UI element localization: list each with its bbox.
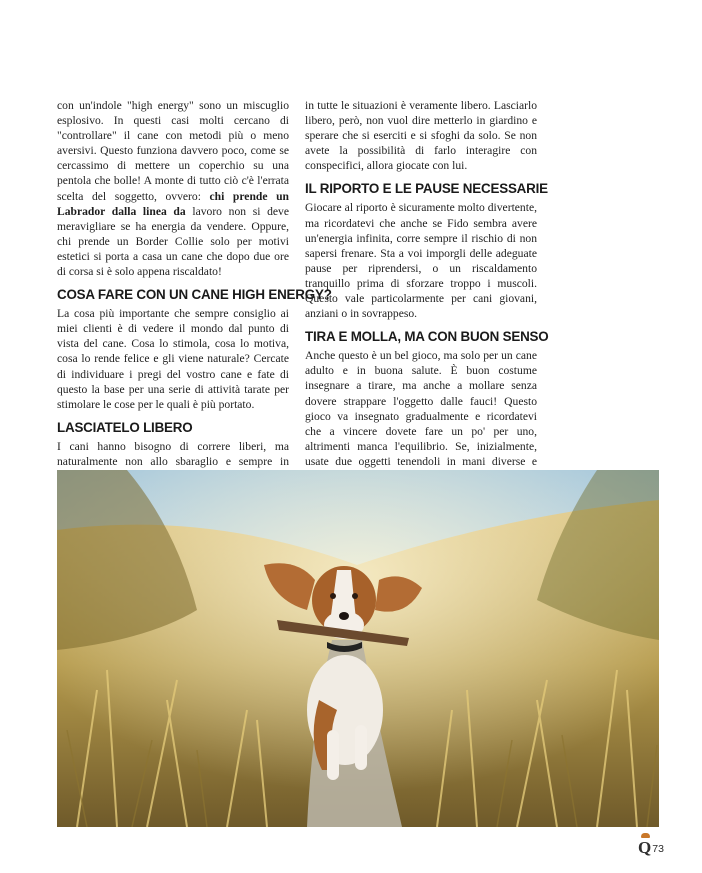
heading-high-energy: COSA FARE CON UN CANE HIGH ENERGY?: [57, 287, 332, 303]
section-riporto: Giocare al riporto è sicuramente molto divertente, ma ricordatevi che anche se Fido sembra avere un'energia infinita, corre sempre il rischio di non sapersi frenare. Sta a voi imporgli delle adeguate pause per riprendersi, o un riscaldamento tranquillo prima di sforzare troppo i muscoli. Questo vale particolarmente per cani giovani, anziani o in sovrappeso.: [305, 201, 537, 321]
page-footer: [638, 838, 664, 856]
left-column: [57, 98, 332, 514]
intro-bold-text: chi prende un Labrador dalla linea da: [57, 189, 289, 218]
beagle-leg-left: [327, 730, 339, 780]
beagle-eye-right: [352, 593, 358, 599]
beagle-illustration: [57, 470, 659, 827]
beagle-photo: [57, 470, 659, 827]
intro-paragraph: [57, 98, 289, 279]
intro-end-text: lavoro non si deve meravigliare se ha energia da vendere. Oppure, chi prende un Border Collie solo per motivi estetici si porta a casa un cane che dopo due ore di corsa si è solo appena riscaldato!: [57, 204, 289, 279]
heading-tira-e-molla: TIRA E MOLLA, MA CON BUON SENSO: [305, 329, 549, 345]
intro-text: con un'indole "high energy" sono un miscuglio esplosivo. In questi casi molti cercano di "controllare" il cane con metodi più o meno aversivi. Questo funziona davvero poco, come se cercassimo di mettere un coperchio su una pentola che bolle! A monte di tutto ciò c'è l'errata scelta del soggetto, ovvero:: [57, 99, 289, 203]
beagle-leg-right: [355, 725, 367, 770]
heading-riporto: IL RIPORTO E LE PAUSE NECESSARIE: [305, 181, 548, 197]
page-number: 73: [652, 843, 664, 855]
logo-letter: Q: [638, 838, 652, 857]
beagle-nose: [339, 612, 349, 620]
section-high-energy: La cosa più importante che sempre consiglio ai miei clienti è di vedere il mondo dal punto di vista del cane. Cosa lo stimola, cosa lo motiva, cosa lo rende felice e gli viene naturale? Cercate di individuare i pregi del vostro cane e fate di questo la base per una serie di attività tarate per stimolare le cose per le quali è più portato.: [57, 307, 289, 411]
beagle-eye-left: [330, 593, 336, 599]
right-column: [305, 98, 549, 499]
magazine-logo: [638, 839, 651, 856]
paw-icon: [641, 833, 650, 838]
continuation-paragraph: in tutte le situazioni è veramente libero. Lasciarlo libero, però, non vuol dire metterlo in giardino e sperare che si eserciti e si sfoghi da solo. Se non avete la possibilità di farlo interagire con conspecifici, allora giocate con lui.: [305, 99, 537, 173]
section-tira-e-molla: Anche questo è un bel gioco, ma solo per un cane adulto e in buona salute. È buon costume insegnare a tirare, ma anche a mollare senza dovere strappare l'oggetto dalle fauci! Questo gioco va insegnato gradualmente e ricordatevi che a vincere dovete fare un po' per uno, altrimenti manca l'equilibrio. Se, inizialmente, usate due oggetti tenendoli in mani diverse e: [305, 349, 537, 468]
heading-lasciatelo-libero: LASCIATELO LIBERO: [57, 419, 193, 435]
section-2-text: I cani hanno bisogno di correre liberi, ma naturalmente non allo sbaraglio e sempre in: [57, 439, 289, 468]
